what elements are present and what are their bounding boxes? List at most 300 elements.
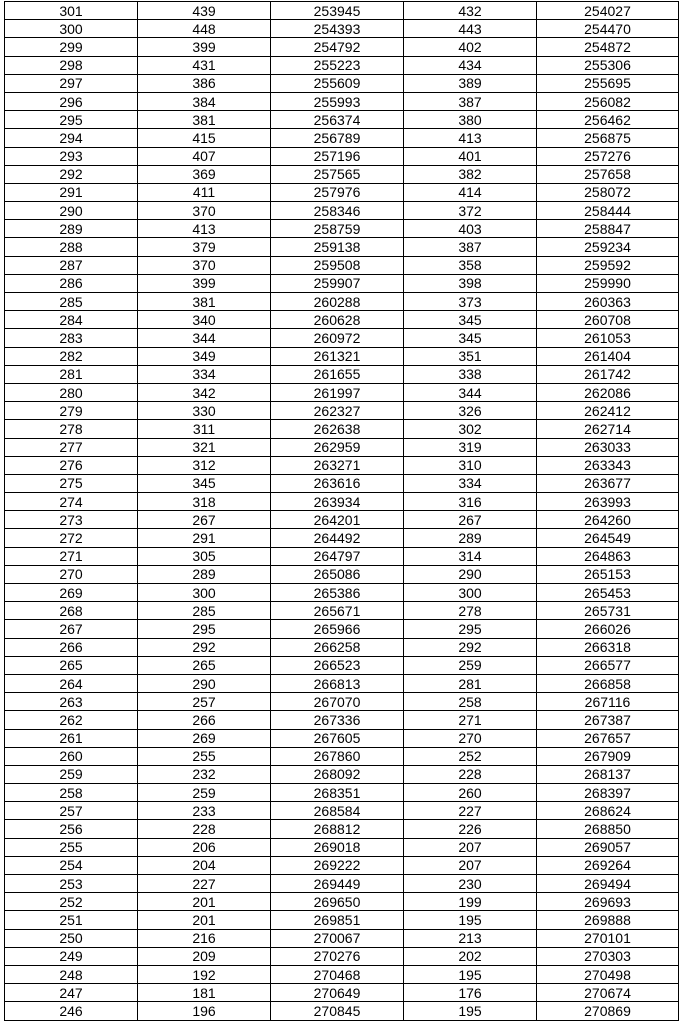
score-cell: 250 — [5, 929, 138, 947]
score-cell: 267 — [5, 620, 138, 638]
count-a-cell: 257 — [138, 693, 271, 711]
count-a-cell: 407 — [138, 147, 271, 165]
table-row — [5, 92, 679, 110]
cumulative-b-cell: 269888 — [537, 911, 679, 929]
score-cell: 272 — [5, 529, 138, 547]
count-a-cell: 439 — [138, 2, 271, 20]
count-b-cell: 319 — [404, 438, 537, 456]
count-b-cell: 270 — [404, 729, 537, 747]
count-b-cell: 207 — [404, 856, 537, 874]
cumulative-a-cell: 258759 — [271, 220, 404, 238]
table-row — [5, 493, 679, 511]
count-b-cell: 434 — [404, 56, 537, 74]
score-cell: 278 — [5, 420, 138, 438]
score-cell: 283 — [5, 329, 138, 347]
score-cell: 276 — [5, 456, 138, 474]
cumulative-b-cell: 264863 — [537, 547, 679, 565]
count-b-cell: 334 — [404, 474, 537, 492]
count-b-cell: 207 — [404, 838, 537, 856]
cumulative-b-cell: 258072 — [537, 183, 679, 201]
count-a-cell: 334 — [138, 365, 271, 383]
count-b-cell: 316 — [404, 493, 537, 511]
table-row — [5, 565, 679, 583]
count-b-cell: 227 — [404, 802, 537, 820]
table-row — [5, 183, 679, 201]
table-row — [5, 1002, 679, 1020]
count-a-cell: 413 — [138, 220, 271, 238]
cumulative-a-cell: 266258 — [271, 638, 404, 656]
cumulative-b-cell: 265453 — [537, 584, 679, 602]
cumulative-a-cell: 266813 — [271, 674, 404, 692]
cumulative-a-cell: 260288 — [271, 293, 404, 311]
table-row — [5, 911, 679, 929]
cumulative-a-cell: 255609 — [271, 74, 404, 92]
score-cell: 296 — [5, 92, 138, 110]
cumulative-a-cell: 254393 — [271, 20, 404, 38]
table-row — [5, 511, 679, 529]
count-a-cell: 305 — [138, 547, 271, 565]
cumulative-a-cell: 268812 — [271, 820, 404, 838]
count-a-cell: 267 — [138, 511, 271, 529]
count-a-cell: 431 — [138, 56, 271, 74]
table-row — [5, 602, 679, 620]
table-row — [5, 402, 679, 420]
cumulative-b-cell: 261404 — [537, 347, 679, 365]
cumulative-b-cell: 264260 — [537, 511, 679, 529]
score-cell: 269 — [5, 584, 138, 602]
cumulative-a-cell: 266523 — [271, 656, 404, 674]
count-b-cell: 314 — [404, 547, 537, 565]
cumulative-a-cell: 264797 — [271, 547, 404, 565]
cumulative-b-cell: 270869 — [537, 1002, 679, 1020]
count-a-cell: 312 — [138, 456, 271, 474]
score-cell: 277 — [5, 438, 138, 456]
count-a-cell: 228 — [138, 820, 271, 838]
cumulative-b-cell: 263993 — [537, 493, 679, 511]
count-a-cell: 345 — [138, 474, 271, 492]
score-cell: 264 — [5, 674, 138, 692]
cumulative-b-cell: 254027 — [537, 2, 679, 20]
score-cell: 270 — [5, 565, 138, 583]
cumulative-b-cell: 266318 — [537, 638, 679, 656]
score-cell: 291 — [5, 183, 138, 201]
count-a-cell: 311 — [138, 420, 271, 438]
count-b-cell: 414 — [404, 183, 537, 201]
count-b-cell: 213 — [404, 929, 537, 947]
count-a-cell: 340 — [138, 311, 271, 329]
count-b-cell: 300 — [404, 584, 537, 602]
score-cell: 252 — [5, 893, 138, 911]
table-row — [5, 74, 679, 92]
cumulative-b-cell: 269494 — [537, 875, 679, 893]
count-a-cell: 266 — [138, 711, 271, 729]
table-row — [5, 656, 679, 674]
cumulative-b-cell: 257658 — [537, 165, 679, 183]
count-a-cell: 381 — [138, 111, 271, 129]
cumulative-a-cell: 269222 — [271, 856, 404, 874]
table-row — [5, 347, 679, 365]
table-row — [5, 529, 679, 547]
table-row — [5, 929, 679, 947]
count-a-cell: 399 — [138, 274, 271, 292]
score-cell: 280 — [5, 383, 138, 401]
cumulative-b-cell: 258847 — [537, 220, 679, 238]
count-b-cell: 382 — [404, 165, 537, 183]
table-row — [5, 147, 679, 165]
cumulative-a-cell: 255223 — [271, 56, 404, 74]
table-row — [5, 856, 679, 874]
cumulative-a-cell: 270468 — [271, 965, 404, 983]
table-row — [5, 20, 679, 38]
cumulative-b-cell: 268624 — [537, 802, 679, 820]
count-b-cell: 402 — [404, 38, 537, 56]
cumulative-b-cell: 256082 — [537, 92, 679, 110]
table-row — [5, 474, 679, 492]
cumulative-a-cell: 261997 — [271, 383, 404, 401]
count-b-cell: 260 — [404, 784, 537, 802]
cumulative-a-cell: 265671 — [271, 602, 404, 620]
cumulative-b-cell: 259592 — [537, 256, 679, 274]
count-b-cell: 389 — [404, 74, 537, 92]
cumulative-a-cell: 254792 — [271, 38, 404, 56]
cumulative-b-cell: 266026 — [537, 620, 679, 638]
cumulative-a-cell: 263934 — [271, 493, 404, 511]
score-cell: 271 — [5, 547, 138, 565]
count-a-cell: 265 — [138, 656, 271, 674]
count-a-cell: 232 — [138, 765, 271, 783]
cumulative-b-cell: 269693 — [537, 893, 679, 911]
table-row — [5, 238, 679, 256]
score-cell: 268 — [5, 602, 138, 620]
score-cell: 246 — [5, 1002, 138, 1020]
cumulative-a-cell: 269650 — [271, 893, 404, 911]
cumulative-b-cell: 266577 — [537, 656, 679, 674]
count-a-cell: 448 — [138, 20, 271, 38]
cumulative-b-cell: 257276 — [537, 147, 679, 165]
count-b-cell: 443 — [404, 20, 537, 38]
cumulative-b-cell: 267657 — [537, 729, 679, 747]
count-a-cell: 300 — [138, 584, 271, 602]
table-row — [5, 274, 679, 292]
score-distribution-table — [4, 1, 679, 1021]
cumulative-a-cell: 269851 — [271, 911, 404, 929]
cumulative-a-cell: 264492 — [271, 529, 404, 547]
cumulative-b-cell: 256875 — [537, 129, 679, 147]
score-cell: 288 — [5, 238, 138, 256]
count-a-cell: 386 — [138, 74, 271, 92]
cumulative-b-cell: 263677 — [537, 474, 679, 492]
cumulative-b-cell: 265153 — [537, 565, 679, 583]
cumulative-a-cell: 267860 — [271, 747, 404, 765]
score-cell: 298 — [5, 56, 138, 74]
count-a-cell: 415 — [138, 129, 271, 147]
cumulative-b-cell: 270674 — [537, 984, 679, 1002]
cumulative-b-cell: 254872 — [537, 38, 679, 56]
cumulative-a-cell: 258346 — [271, 202, 404, 220]
score-cell: 300 — [5, 20, 138, 38]
table-row — [5, 420, 679, 438]
count-b-cell: 281 — [404, 674, 537, 692]
cumulative-b-cell: 265731 — [537, 602, 679, 620]
score-cell: 281 — [5, 365, 138, 383]
cumulative-b-cell: 267909 — [537, 747, 679, 765]
table-row — [5, 256, 679, 274]
count-a-cell: 349 — [138, 347, 271, 365]
cumulative-b-cell: 269264 — [537, 856, 679, 874]
count-a-cell: 384 — [138, 92, 271, 110]
count-a-cell: 216 — [138, 929, 271, 947]
count-b-cell: 326 — [404, 402, 537, 420]
count-b-cell: 358 — [404, 256, 537, 274]
table-row — [5, 220, 679, 238]
score-cell: 279 — [5, 402, 138, 420]
count-a-cell: 204 — [138, 856, 271, 874]
cumulative-a-cell: 255993 — [271, 92, 404, 110]
table-row — [5, 311, 679, 329]
cumulative-b-cell: 259234 — [537, 238, 679, 256]
table-row — [5, 293, 679, 311]
table-row — [5, 711, 679, 729]
cumulative-b-cell: 267116 — [537, 693, 679, 711]
count-b-cell: 267 — [404, 511, 537, 529]
cumulative-a-cell: 257565 — [271, 165, 404, 183]
cumulative-a-cell: 259508 — [271, 256, 404, 274]
score-cell: 251 — [5, 911, 138, 929]
table-row — [5, 784, 679, 802]
score-cell: 248 — [5, 965, 138, 983]
cumulative-b-cell: 260363 — [537, 293, 679, 311]
count-a-cell: 290 — [138, 674, 271, 692]
table-row — [5, 893, 679, 911]
table-row — [5, 547, 679, 565]
count-b-cell: 372 — [404, 202, 537, 220]
cumulative-a-cell: 268584 — [271, 802, 404, 820]
count-a-cell: 381 — [138, 293, 271, 311]
score-cell: 285 — [5, 293, 138, 311]
count-b-cell: 345 — [404, 329, 537, 347]
score-cell: 297 — [5, 74, 138, 92]
count-a-cell: 259 — [138, 784, 271, 802]
score-cell: 256 — [5, 820, 138, 838]
table-row — [5, 802, 679, 820]
cumulative-a-cell: 265386 — [271, 584, 404, 602]
table-row — [5, 329, 679, 347]
table-row — [5, 875, 679, 893]
table-body — [5, 2, 679, 1021]
score-cell: 295 — [5, 111, 138, 129]
score-cell: 266 — [5, 638, 138, 656]
count-b-cell: 226 — [404, 820, 537, 838]
cumulative-a-cell: 256789 — [271, 129, 404, 147]
cumulative-a-cell: 262638 — [271, 420, 404, 438]
count-a-cell: 318 — [138, 493, 271, 511]
cumulative-a-cell: 267070 — [271, 693, 404, 711]
cumulative-a-cell: 267605 — [271, 729, 404, 747]
cumulative-b-cell: 261053 — [537, 329, 679, 347]
score-cell: 263 — [5, 693, 138, 711]
count-a-cell: 233 — [138, 802, 271, 820]
cumulative-b-cell: 263343 — [537, 456, 679, 474]
cumulative-a-cell: 267336 — [271, 711, 404, 729]
cumulative-a-cell: 265966 — [271, 620, 404, 638]
score-cell: 261 — [5, 729, 138, 747]
table-row — [5, 56, 679, 74]
cumulative-b-cell: 270498 — [537, 965, 679, 983]
table-row — [5, 820, 679, 838]
cumulative-b-cell: 269057 — [537, 838, 679, 856]
score-cell: 258 — [5, 784, 138, 802]
count-a-cell: 209 — [138, 947, 271, 965]
score-cell: 274 — [5, 493, 138, 511]
count-b-cell: 387 — [404, 238, 537, 256]
cumulative-a-cell: 260972 — [271, 329, 404, 347]
count-b-cell: 252 — [404, 747, 537, 765]
score-cell: 255 — [5, 838, 138, 856]
cumulative-b-cell: 266858 — [537, 674, 679, 692]
count-a-cell: 181 — [138, 984, 271, 1002]
count-a-cell: 227 — [138, 875, 271, 893]
cumulative-b-cell: 268397 — [537, 784, 679, 802]
count-a-cell: 201 — [138, 893, 271, 911]
count-b-cell: 195 — [404, 1002, 537, 1020]
cumulative-b-cell: 270303 — [537, 947, 679, 965]
cumulative-b-cell: 262086 — [537, 383, 679, 401]
score-cell: 290 — [5, 202, 138, 220]
count-b-cell: 345 — [404, 311, 537, 329]
table-row — [5, 165, 679, 183]
table-row — [5, 202, 679, 220]
count-a-cell: 342 — [138, 383, 271, 401]
count-a-cell: 295 — [138, 620, 271, 638]
count-a-cell: 369 — [138, 165, 271, 183]
count-a-cell: 291 — [138, 529, 271, 547]
score-cell: 289 — [5, 220, 138, 238]
count-b-cell: 278 — [404, 602, 537, 620]
cumulative-b-cell: 254470 — [537, 20, 679, 38]
count-a-cell: 289 — [138, 565, 271, 583]
table-row — [5, 747, 679, 765]
count-a-cell: 201 — [138, 911, 271, 929]
score-cell: 262 — [5, 711, 138, 729]
cumulative-b-cell: 268850 — [537, 820, 679, 838]
count-b-cell: 202 — [404, 947, 537, 965]
table-row — [5, 111, 679, 129]
count-a-cell: 379 — [138, 238, 271, 256]
table-row — [5, 947, 679, 965]
cumulative-b-cell: 264549 — [537, 529, 679, 547]
cumulative-a-cell: 269449 — [271, 875, 404, 893]
cumulative-a-cell: 259907 — [271, 274, 404, 292]
cumulative-a-cell: 261321 — [271, 347, 404, 365]
count-b-cell: 310 — [404, 456, 537, 474]
score-cell: 301 — [5, 2, 138, 20]
cumulative-a-cell: 253945 — [271, 2, 404, 20]
score-cell: 257 — [5, 802, 138, 820]
score-cell: 253 — [5, 875, 138, 893]
cumulative-b-cell: 270101 — [537, 929, 679, 947]
cumulative-b-cell: 263033 — [537, 438, 679, 456]
table-row — [5, 383, 679, 401]
table-row — [5, 729, 679, 747]
cumulative-b-cell: 262412 — [537, 402, 679, 420]
table-row — [5, 693, 679, 711]
cumulative-a-cell: 270845 — [271, 1002, 404, 1020]
cumulative-a-cell: 257976 — [271, 183, 404, 201]
cumulative-a-cell: 268351 — [271, 784, 404, 802]
cumulative-b-cell: 258444 — [537, 202, 679, 220]
cumulative-a-cell: 262959 — [271, 438, 404, 456]
count-a-cell: 192 — [138, 965, 271, 983]
cumulative-b-cell: 260708 — [537, 311, 679, 329]
cumulative-a-cell: 261655 — [271, 365, 404, 383]
count-a-cell: 269 — [138, 729, 271, 747]
count-a-cell: 399 — [138, 38, 271, 56]
cumulative-a-cell: 269018 — [271, 838, 404, 856]
score-cell: 287 — [5, 256, 138, 274]
cumulative-b-cell: 255306 — [537, 56, 679, 74]
count-b-cell: 292 — [404, 638, 537, 656]
table-row — [5, 674, 679, 692]
count-a-cell: 292 — [138, 638, 271, 656]
count-b-cell: 432 — [404, 2, 537, 20]
score-cell: 286 — [5, 274, 138, 292]
cumulative-b-cell: 256462 — [537, 111, 679, 129]
table-row — [5, 38, 679, 56]
count-b-cell: 195 — [404, 911, 537, 929]
cumulative-a-cell: 256374 — [271, 111, 404, 129]
table-row — [5, 838, 679, 856]
cumulative-a-cell: 270276 — [271, 947, 404, 965]
count-b-cell: 387 — [404, 92, 537, 110]
count-a-cell: 255 — [138, 747, 271, 765]
cumulative-a-cell: 264201 — [271, 511, 404, 529]
count-b-cell: 413 — [404, 129, 537, 147]
cumulative-a-cell: 265086 — [271, 565, 404, 583]
count-b-cell: 295 — [404, 620, 537, 638]
table-row — [5, 965, 679, 983]
count-b-cell: 230 — [404, 875, 537, 893]
table-row — [5, 365, 679, 383]
count-b-cell: 259 — [404, 656, 537, 674]
count-b-cell: 290 — [404, 565, 537, 583]
table-row — [5, 984, 679, 1002]
count-b-cell: 338 — [404, 365, 537, 383]
count-b-cell: 373 — [404, 293, 537, 311]
count-b-cell: 344 — [404, 383, 537, 401]
count-b-cell: 228 — [404, 765, 537, 783]
score-cell: 273 — [5, 511, 138, 529]
table-row — [5, 638, 679, 656]
cumulative-a-cell: 257196 — [271, 147, 404, 165]
count-b-cell: 289 — [404, 529, 537, 547]
cumulative-b-cell: 267387 — [537, 711, 679, 729]
cumulative-a-cell: 259138 — [271, 238, 404, 256]
count-b-cell: 351 — [404, 347, 537, 365]
count-b-cell: 176 — [404, 984, 537, 1002]
cumulative-a-cell: 270067 — [271, 929, 404, 947]
count-b-cell: 401 — [404, 147, 537, 165]
count-a-cell: 330 — [138, 402, 271, 420]
score-cell: 294 — [5, 129, 138, 147]
score-cell: 260 — [5, 747, 138, 765]
table-row — [5, 129, 679, 147]
cumulative-a-cell: 270649 — [271, 984, 404, 1002]
table-row — [5, 584, 679, 602]
count-a-cell: 321 — [138, 438, 271, 456]
count-b-cell: 380 — [404, 111, 537, 129]
count-a-cell: 196 — [138, 1002, 271, 1020]
score-cell: 299 — [5, 38, 138, 56]
